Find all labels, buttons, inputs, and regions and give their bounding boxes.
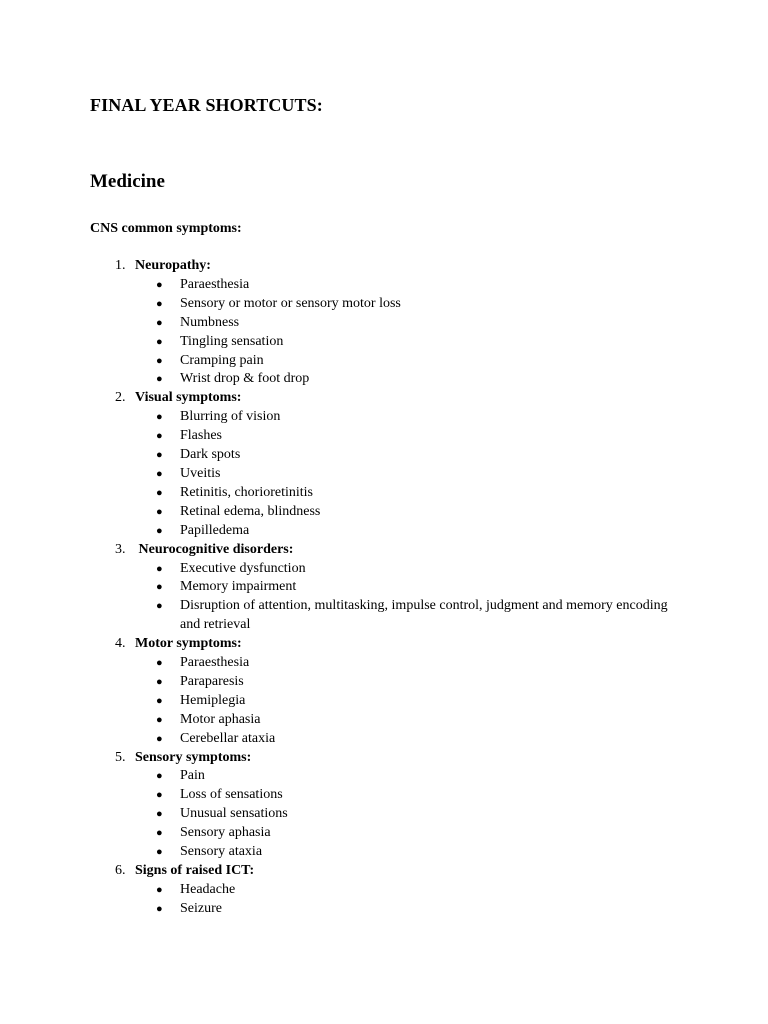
list-item-text: Paraparesis: [180, 673, 244, 689]
list-number-text: 2.: [115, 390, 126, 406]
document-title: FINAL YEAR SHORTCUTS:: [90, 95, 323, 115]
list-item-text: Pain: [180, 768, 205, 784]
bullet-icon: ●: [156, 902, 163, 915]
list-item: [0, 881, 768, 900]
bullet-icon: ●: [156, 713, 163, 726]
list-number: [0, 541, 135, 560]
list-item-text: Tingling sensation: [180, 333, 284, 349]
list-item-text: Cramping pain: [180, 352, 264, 368]
list-item-text: Disruption of attention, multitasking, impulse control, judgment and memory encoding and retrieval: [180, 598, 668, 633]
list-number-text: 3.: [115, 541, 126, 557]
bullet-icon: ●: [156, 354, 163, 367]
list-item-text: Memory impairment: [180, 579, 297, 595]
group-heading: Motor symptoms:: [135, 636, 242, 652]
list-item-text: Sensory aphasia: [180, 825, 271, 841]
list-item-text: Paraesthesia: [180, 276, 250, 292]
list-item: [0, 427, 768, 446]
list-item-text: Numbness: [180, 314, 240, 330]
list-item: [0, 597, 768, 635]
bullet-icon: ●: [156, 827, 163, 840]
bullet-icon: ●: [156, 411, 163, 424]
list-item: [0, 465, 768, 484]
numbered-heading: [0, 862, 768, 881]
list-number-text: 6.: [115, 863, 126, 878]
list-item: [0, 711, 768, 730]
list-item: [0, 314, 768, 333]
group-heading: Signs of raised ICT:: [135, 863, 255, 878]
bullet-icon: ●: [156, 675, 163, 688]
list-item: [0, 560, 768, 579]
list-item: [0, 673, 768, 692]
list-item: [0, 352, 768, 371]
bullet-icon: ●: [156, 732, 163, 745]
bullet-icon: ●: [156, 524, 163, 537]
bullet-icon: ●: [156, 278, 163, 291]
list-item-text: Retinal edema, blindness: [180, 503, 321, 519]
list-item-text: Executive dysfunction: [180, 560, 306, 576]
list-number-text: 5.: [115, 749, 126, 765]
group-heading: Neuropathy:: [135, 258, 211, 273]
list-number: [0, 389, 135, 408]
bullet-icon: ●: [156, 335, 163, 348]
bullet-icon: ●: [156, 808, 163, 821]
list-item: [0, 692, 768, 711]
list-item-text: Hemiplegia: [180, 692, 246, 708]
list-item-text: Uveitis: [180, 465, 221, 481]
list-item: [0, 446, 768, 465]
list-number: [0, 749, 135, 768]
group-heading: Visual symptoms:: [135, 390, 242, 406]
bullet-icon: ●: [156, 789, 163, 802]
bullet-icon: ●: [156, 505, 163, 518]
list-item: [0, 333, 768, 352]
bullet-icon: ●: [156, 373, 163, 386]
bullet-icon: ●: [156, 694, 163, 707]
list-item-text: Sensory or motor or sensory motor loss: [180, 295, 401, 311]
bullet-icon: ●: [156, 883, 163, 896]
list-item-text: Unusual sensations: [180, 806, 288, 822]
list-item: [0, 805, 768, 824]
list-item: [0, 370, 768, 389]
bullet-icon: ●: [156, 581, 163, 594]
numbered-heading: [0, 257, 768, 276]
numbered-heading: [0, 635, 768, 654]
list-item-text: Sensory ataxia: [180, 844, 263, 860]
list-number-text: 4.: [115, 636, 126, 652]
bullet-icon: ●: [156, 657, 163, 670]
list-item-text: Wrist drop & foot drop: [180, 371, 310, 387]
list-item-text: Loss of sensations: [180, 787, 283, 803]
subsection-title: CNS common symptoms:: [90, 221, 242, 236]
bullet-icon: ●: [156, 316, 163, 329]
list-item-text: Paraesthesia: [180, 655, 250, 671]
numbered-heading: [0, 541, 768, 560]
bullet-icon: ●: [156, 846, 163, 859]
list-item: [0, 900, 768, 919]
list-item-text: Blurring of vision: [180, 409, 281, 425]
list-item: [0, 503, 768, 522]
bullet-icon: ●: [156, 770, 163, 783]
list-item: [0, 843, 768, 862]
section-title: Medicine: [90, 171, 165, 192]
list-item: [0, 408, 768, 427]
numbered-heading: [0, 389, 768, 408]
list-item-text: Flashes: [180, 428, 222, 444]
list-item-text: Papilledema: [180, 522, 250, 538]
bullet-icon: ●: [156, 600, 163, 613]
list-item: [0, 578, 768, 597]
list-item: [0, 767, 768, 786]
group-heading: Neurocognitive disorders:: [135, 541, 294, 557]
list-item: [0, 786, 768, 805]
bullet-icon: ●: [156, 297, 163, 310]
bullet-icon: ●: [156, 486, 163, 499]
bullet-icon: ●: [156, 467, 163, 480]
list-item: [0, 276, 768, 295]
list-number: [0, 635, 135, 654]
list-item-text: Dark spots: [180, 447, 241, 463]
bullet-icon: ●: [156, 430, 163, 443]
bullet-icon: ●: [156, 449, 163, 462]
list-number: [0, 257, 135, 276]
bullet-icon: ●: [156, 562, 163, 575]
list-number-text: 1.: [115, 258, 126, 273]
list-item-text: Headache: [180, 881, 236, 897]
numbered-heading: [0, 749, 768, 768]
list-item: [0, 484, 768, 503]
list-item: [0, 522, 768, 541]
list-item-text: Retinitis, chorioretinitis: [180, 484, 313, 500]
symptom-outline: [0, 257, 768, 919]
group-heading: Sensory symptoms:: [135, 749, 252, 765]
list-item-text: Cerebellar ataxia: [180, 730, 276, 746]
list-item: [0, 654, 768, 673]
list-item-text: Seizure: [180, 900, 222, 916]
list-number: [0, 862, 135, 881]
list-item: [0, 295, 768, 314]
list-item: [0, 730, 768, 749]
list-item: [0, 824, 768, 843]
list-item-text: Motor aphasia: [180, 711, 261, 727]
